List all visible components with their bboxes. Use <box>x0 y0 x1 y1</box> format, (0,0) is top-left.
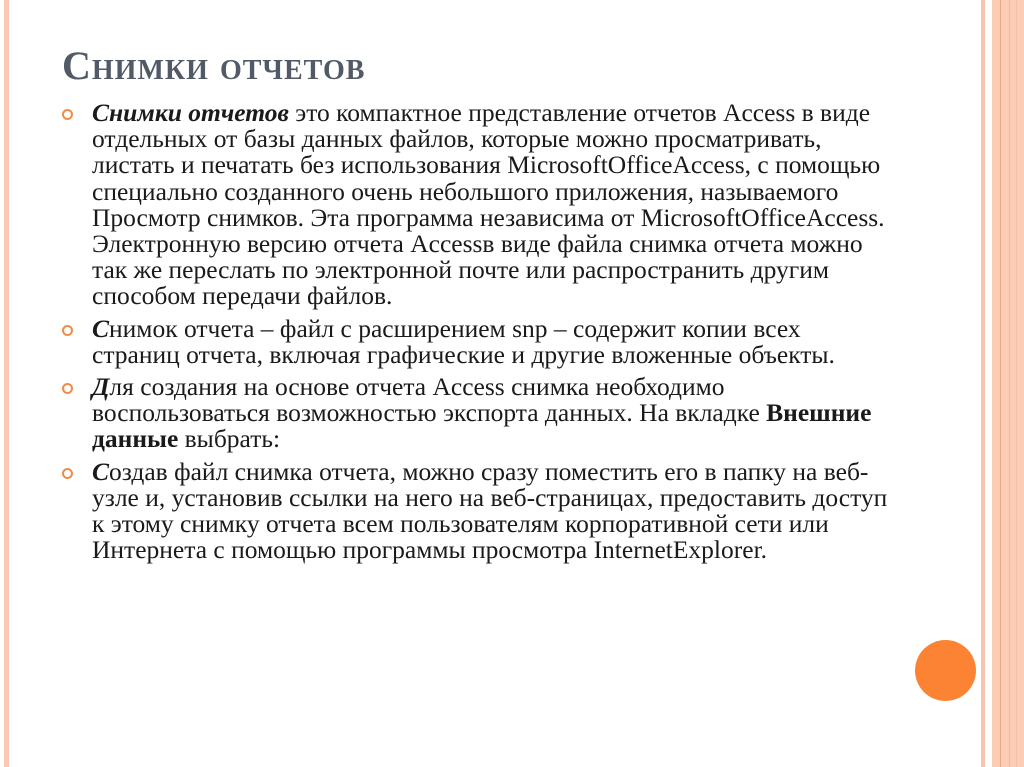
right-band-line <box>1009 0 1010 767</box>
bullet-strong-text: Внешние данные <box>92 398 872 454</box>
right-band-line <box>1000 0 1001 767</box>
bullet-list <box>62 100 892 569</box>
bullet-text: нимок отчета – файл с расширением snp – содержит копии всех страниц отчета, включая графические и другие вложенные объекты. <box>92 313 835 369</box>
circle-bullet-icon <box>62 468 73 479</box>
right-thin-stripe <box>981 0 985 767</box>
bullet-item <box>62 374 892 453</box>
bullet-lead: Снимки отчетов <box>92 98 289 127</box>
bullet-text: это компактное представление отчетов Access в виде отдельных от базы данных файлов, которые можно просматривать, листать и печатать без использования MicrosoftOfficeAccess, с помощью специально созданного очень небольшого приложения, называемого Просмотр снимков. Эта программа независима от MicrosoftOfficeAccess. Электронную версию отчета Accessв виде файла снимка отчета можно так же переслать по электронной почте или распространить другим способом передачи файлов. <box>92 98 885 311</box>
orange-circle-decoration <box>915 640 976 701</box>
bullet-text: ля создания на основе отчета Access снимка необходимо воспользоваться возможностью экспорта данных. На вкладке <box>92 372 767 428</box>
circle-bullet-icon <box>62 325 73 336</box>
bullet-lead: С <box>92 456 110 486</box>
bullet-lead: С <box>92 313 110 343</box>
bullet-text-after: выбрать: <box>178 424 281 454</box>
right-decorative-band <box>992 0 1024 767</box>
circle-bullet-icon <box>62 383 73 394</box>
slide-title: Снимки отчетов <box>62 43 366 88</box>
bullet-item <box>62 313 892 369</box>
bullet-text: оздав файл снимка отчета, можно сразу поместить его в папку на веб-узле и, установив ссылки на него на веб-страницах, предоставить доступ к этому снимку отчета всем пользователям корпоративной сети или Интернета с помощью программы просмотра InternetExplorer. <box>92 456 888 565</box>
bullet-item <box>62 456 892 565</box>
right-band-line <box>1016 0 1017 767</box>
left-decorative-stripe <box>4 0 9 767</box>
circle-bullet-icon <box>62 109 73 120</box>
bullet-item <box>62 100 892 310</box>
bullet-lead: Д <box>92 372 110 402</box>
